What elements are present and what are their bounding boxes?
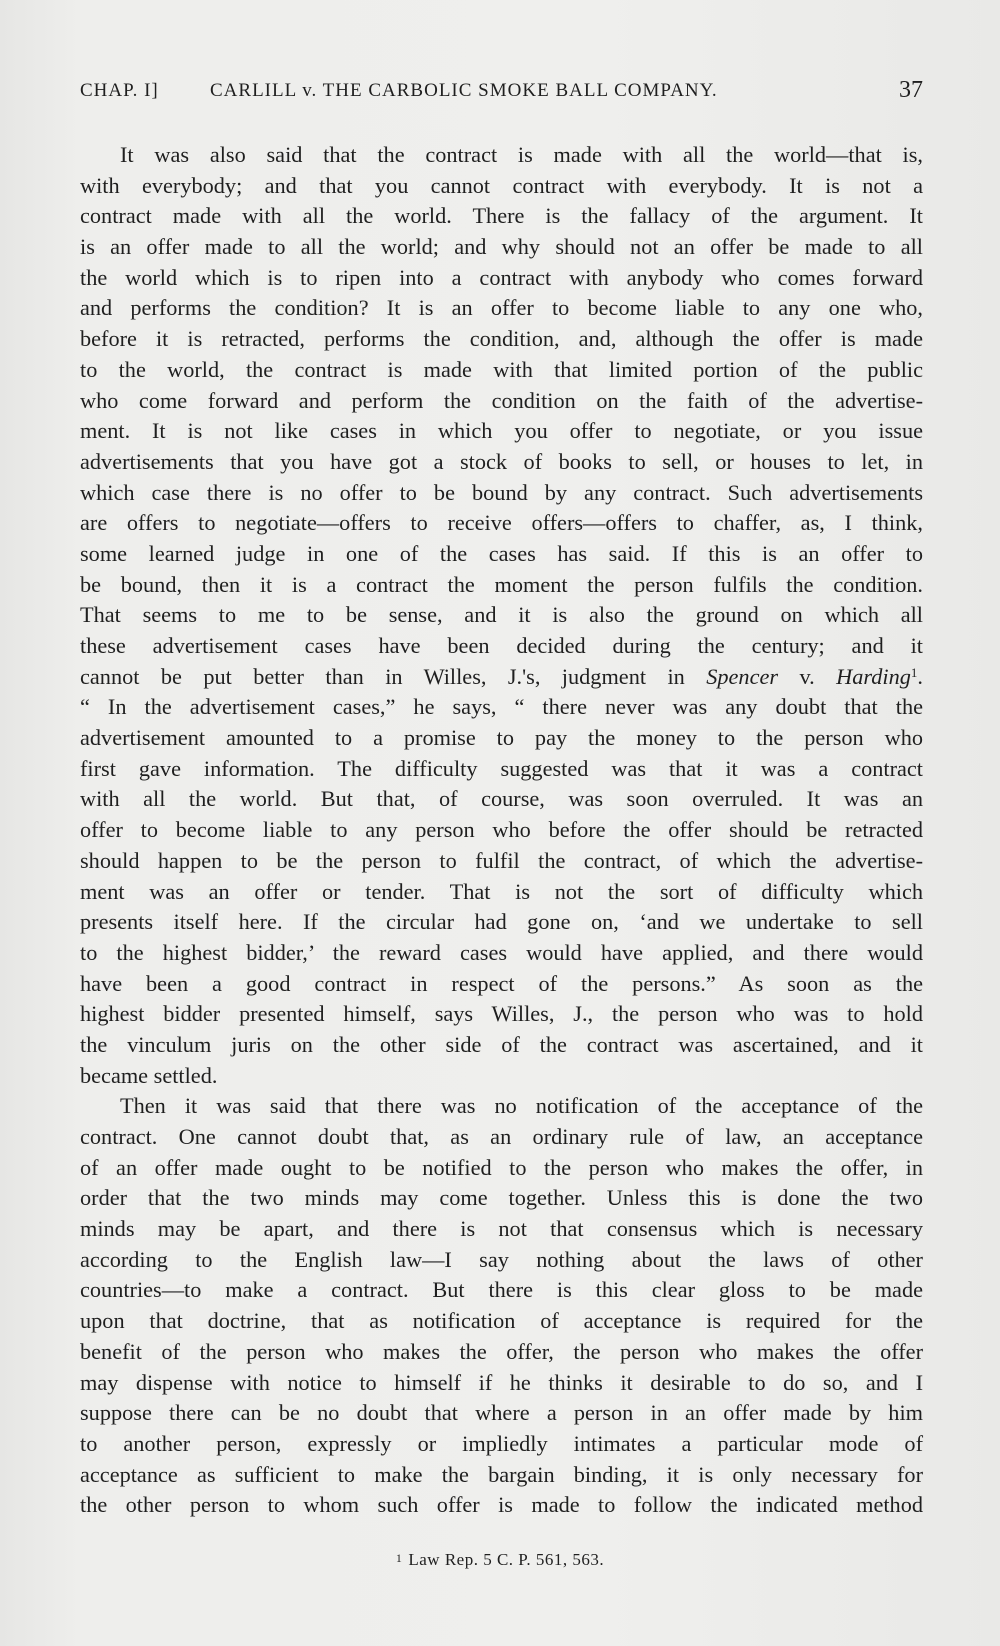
text-line: to another person, expressly or impliedly intimates a particular mode of (80, 1430, 923, 1456)
text-line: That seems to me to be sense, and it is also the ground on which all (80, 602, 923, 628)
text-line: before it is retracted, performs the condition, and, although the offer is made (80, 326, 923, 352)
footnote-marker: 1 (395, 1551, 403, 1565)
running-header (80, 77, 923, 110)
text-line: according to the English law—I say nothing about the laws of other (80, 1246, 923, 1272)
text-line: advertisement amounted to a promise to pay the money to the person who (80, 725, 923, 751)
case-party-b: Harding (836, 663, 911, 689)
text-line: upon that doctrine, that as notification of acceptance is required for the (80, 1308, 923, 1334)
text-line: the world which is to ripen into a contract with anybody who comes forward (80, 264, 923, 290)
text-line: suppose there can be no doubt that where a person in an offer made by him (80, 1400, 923, 1426)
text-line: Then it was said that there was no notification of the acceptance of the (120, 1093, 923, 1119)
text-line: the vinculum juris on the other side of the contract was ascertained, and it (80, 1031, 923, 1057)
text-line: “ In the advertisement cases,” he says, “ there never was any doubt that the (80, 694, 923, 720)
footnote-text: Law Rep. 5 C. P. 561, 563. (408, 1550, 605, 1569)
text-line: highest bidder presented himself, says Willes, J., the person who was to hold (80, 1001, 923, 1027)
case-party-a: Spencer (706, 663, 779, 689)
text-line: to the highest bidder,’ the reward cases would have applied, and there would (80, 939, 923, 965)
text-line: with everybody; and that you cannot contract with everybody. It is not a (80, 172, 923, 198)
text-line: is an offer made to all the world; and why should not an offer be made to all (80, 234, 923, 260)
text-line: be bound, then it is a contract the moment the person fulfils the condition. (80, 571, 923, 597)
text-line: may dispense with notice to himself if he thinks it desirable to do so, and I (80, 1369, 923, 1395)
text-line: benefit of the person who makes the offer, the person who makes the offer (80, 1338, 923, 1364)
text-line: ment was an offer or tender. That is not the sort of difficulty which (80, 878, 923, 904)
text-line: It was also said that the contract is made with all the world—that is, (120, 142, 923, 167)
footnote (0, 1550, 1000, 1570)
text-line: which case there is no offer to be bound by any contract. Such advertisements (80, 479, 923, 505)
text-line: with all the world. But that, of course, was soon overruled. It was an (80, 786, 923, 812)
citation-end: . (917, 663, 923, 689)
text-line: of an offer made ought to be notified to the person who makes the offer, in (80, 1154, 923, 1180)
text-line: advertisements that you have got a stock of books to sell, or houses to let, in (80, 448, 923, 474)
text-line: offer to become liable to any person who before the offer should be retracted (80, 817, 923, 843)
footnote-ref[interactable]: 1 (910, 664, 918, 680)
text-line: to the world, the contract is made with that limited portion of the public (80, 356, 923, 382)
text-line: and performs the condition? It is an offer to become liable to any one who, (80, 295, 923, 321)
text-line: became settled. (80, 1062, 218, 1088)
running-title: CARLILL v. THE CARBOLIC SMOKE BALL COMPANY. (210, 80, 718, 101)
text-line: who come forward and perform the condition on the faith of the advertise- (80, 387, 923, 413)
text-line: ment. It is not like cases in which you offer to negotiate, or you issue (80, 418, 923, 444)
page-number: 37 (899, 77, 923, 103)
text-line: have been a good contract in respect of the persons.” As soon as the (80, 970, 923, 996)
citation-lead: cannot be put better than in Willes, J.'s, judgment in (80, 663, 685, 689)
text-line: the other person to whom such offer is made to follow the indicated method (80, 1492, 923, 1518)
text-line: order that the two minds may come together. Unless this is done the two (80, 1185, 923, 1211)
text-line: should happen to be the person to fulfil the contract, of which the advertise- (80, 847, 923, 873)
body-text (80, 140, 923, 1521)
text-line: countries—to make a contract. But there is this clear gloss to be made (80, 1277, 923, 1303)
text-line: presents itself here. If the circular had gone on, ‘and we undertake to sell (80, 909, 923, 935)
text-line: some learned judge in one of the cases has said. If this is an offer to (80, 540, 923, 566)
text-line: acceptance as sufficient to make the bargain binding, it is only necessary for (80, 1461, 923, 1487)
case-versus: v. (778, 663, 837, 689)
text-line: are offers to negotiate—offers to receive offers—offers to chaffer, as, I think, (80, 510, 923, 536)
text-line: minds may be apart, and there is not that consensus which is necessary (80, 1216, 923, 1242)
text-line: contract made with all the world. There is the fallacy of the argument. It (80, 203, 923, 229)
text-line: these advertisement cases have been decided during the century; and it (80, 633, 923, 658)
text-line: first gave information. The difficulty suggested was that it was a contract (80, 755, 923, 781)
text-line: contract. One cannot doubt that, as an ordinary rule of law, an acceptance (80, 1124, 923, 1149)
text-line-citation (80, 662, 923, 693)
chapter-label: CHAP. I] (80, 80, 159, 101)
